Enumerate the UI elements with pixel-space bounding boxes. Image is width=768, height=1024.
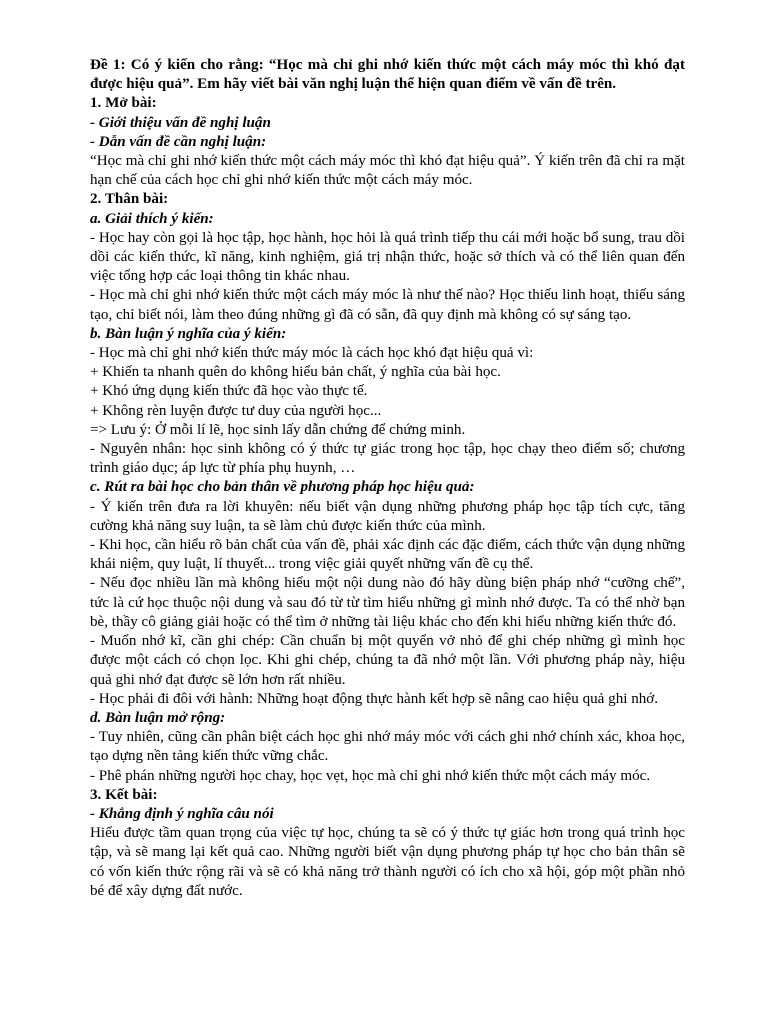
paragraph: + Không rèn luyện được tư duy của người học... xyxy=(90,402,382,419)
paragraph: “Học mà chỉ ghi nhớ kiến thức một cách máy móc thì khó đạt hiệu quả”. Ý kiến trên đã chỉ ra mặt hạn chế của cách học chỉ ghi nhớ kiến thức một cách máy móc. xyxy=(90,153,685,189)
subheading-khang-dinh: - Khẳng định ý nghĩa câu nói xyxy=(90,805,274,822)
paragraph: Hiểu được tầm quan trọng của việc tự học, chúng ta sẽ có ý thức tự giác hơn trong quá trình học tập, và sẽ mang lại kết quả cao. Những người biết vận dụng phương pháp tự học cho bản thân sẽ có vốn kiến thức rộng rãi và sẽ có khả năng trở thành người có ích cho xã hội, góp một phần nhỏ bé để xây dựng đất nước. xyxy=(90,825,685,899)
paragraph: => Lưu ý: Ở mỗi lí lẽ, học sinh lấy dẫn chứng để chứng minh. xyxy=(90,421,466,438)
paragraph: - Khi học, cần hiểu rõ bản chất của vấn đề, phải xác định các đặc điểm, cách thức vận dụng những khái niệm, quy luật, lí thuyết... trong việc giải quyết những vấn đề cụ thể. xyxy=(90,537,685,573)
paragraph: - Ý kiến trên đưa ra lời khuyên: nếu biết vận dụng những phương pháp học tập tích cực, tăng cường khả năng suy luận, ta sẽ làm chủ được kiến thức của mình. xyxy=(90,498,685,534)
paragraph: + Khiến ta nhanh quên do không hiểu bản chất, ý nghĩa của bài học. xyxy=(90,364,501,381)
paragraph: - Học phải đi đôi với hành: Những hoạt động thực hành kết hợp sẽ nâng cao hiệu quả ghi nhớ. xyxy=(90,690,659,707)
section-heading-ket-bai: 3. Kết bài: xyxy=(90,786,158,803)
subheading-giai-thich: a. Giải thích ý kiến: xyxy=(90,210,214,227)
paragraph: - Học hay còn gọi là học tập, học hành, học hỏi là quá trình tiếp thu cái mới hoặc bổ sung, trau dồi dồi các kiến thức, kĩ năng, kinh nghiệm, giá trị nhận thức, hoặc sở thích và có thể liên quan đến việc tổng hợp các loại thông tin khác nhau. xyxy=(90,229,685,285)
subheading-dan-van-de: - Dẫn vấn đề cần nghị luận: xyxy=(90,133,267,150)
subheading-gioi-thieu: - Giới thiệu vấn đề nghị luận xyxy=(90,114,271,131)
paragraph: - Học mà chỉ ghi nhớ kiến thức một cách máy móc là như thế nào? Học thiếu linh hoạt, thiếu sáng tạo, chỉ biết nói, làm theo đúng những gì đã có sẵn, đã quy định mà không có sự sáng tạo. xyxy=(90,287,685,323)
subheading-ban-luan: b. Bàn luận ý nghĩa của ý kiến: xyxy=(90,325,287,342)
section-heading-mo-bai: 1. Mở bài: xyxy=(90,95,157,112)
paragraph: - Nguyên nhân: học sinh không có ý thức tự giác trong học tập, học chạy theo điểm số; chương trình giáo dục; áp lực từ phía phụ huynh, … xyxy=(90,441,685,477)
subheading-ban-luan-mo-rong: d. Bàn luận mở rộng: xyxy=(90,709,226,726)
paragraph: - Muốn nhớ kĩ, cần ghi chép: Cần chuẩn bị một quyển vở nhỏ để ghi chép những gì mình học được một cách có chọn lọc. Khi ghi chép, chúng ta đã nhớ một lần. Với phương pháp này, hiệu quả ghi nhớ đạt được sẽ lớn hơn rất nhiều. xyxy=(90,633,685,688)
paragraph: + Khó ứng dụng kiến thức đã học vào thực tế. xyxy=(90,383,368,400)
paragraph: - Nếu đọc nhiều lần mà không hiểu một nội dung nào đó hãy dùng biện pháp nhớ “cưỡng chế”, tức là cứ học thuộc nội dung và sau đó từ từ tìm hiểu những gì mình nhớ được. Ta có thể nhờ bạn bè, thầy cô giảng giải hoặc có thể tìm ở những tài liệu khác cho đến khi hiểu những kiến thức đó. xyxy=(90,575,685,630)
section-heading-than-bai: 2. Thân bài: xyxy=(90,191,169,208)
subheading-rut-ra-bai-hoc: c. Rút ra bài học cho bản thân về phương pháp học hiệu quả: xyxy=(90,479,475,496)
paragraph: - Tuy nhiên, cũng cần phân biệt cách học ghi nhớ máy móc với cách ghi nhớ chính xác, khoa học, tạo dựng nền tảng kiến thức vững chắc. xyxy=(90,729,685,765)
document-page xyxy=(90,56,685,901)
document-title: Đề 1: Có ý kiến cho rằng: “Học mà chỉ ghi nhớ kiến thức một cách máy móc thì khó đạt được hiệu quả”. Em hãy viết bài văn nghị luận thể hiện quan điểm về vấn đề trên. xyxy=(90,57,685,93)
paragraph: - Học mà chỉ ghi nhớ kiến thức máy móc là cách học khó đạt hiệu quả vì: xyxy=(90,345,534,362)
paragraph: - Phê phán những người học chay, học vẹt, học mà chỉ ghi nhớ kiến thức một cách máy móc. xyxy=(90,767,651,784)
